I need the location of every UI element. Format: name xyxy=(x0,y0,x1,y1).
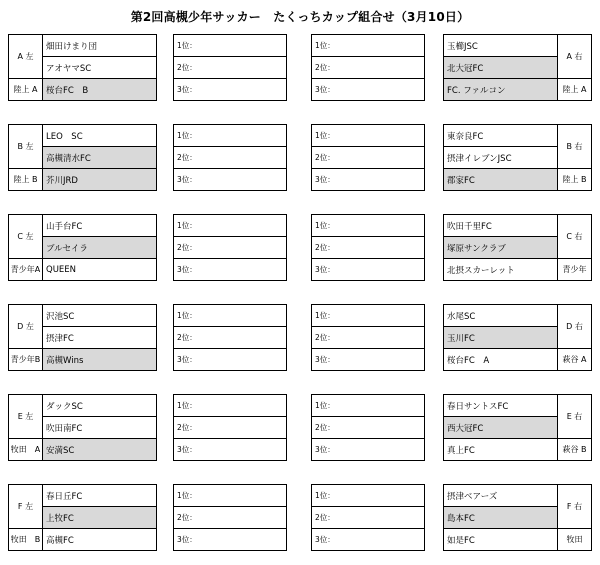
left-result-table xyxy=(173,34,287,101)
place-label: 1位： xyxy=(174,485,287,507)
left-group-label: A 左 xyxy=(9,35,43,79)
right-team-table xyxy=(443,124,592,191)
left-venue: 青少年B xyxy=(9,349,43,371)
place-label: 1位： xyxy=(312,305,425,327)
right-team-name: 水尾SC xyxy=(444,305,558,327)
left-team-name: 吹田南FC xyxy=(43,417,157,439)
place-label: 2位： xyxy=(174,507,287,529)
place-label: 2位： xyxy=(174,147,287,169)
place-label: 1位： xyxy=(312,395,425,417)
right-group-label: B 右 xyxy=(558,125,592,169)
left-venue: 陸上 A xyxy=(9,79,43,101)
right-team-name: 摂津ベアーズ xyxy=(444,485,558,507)
place-label: 2位： xyxy=(174,237,287,259)
right-team-name: 玉川FC xyxy=(444,327,558,349)
place-label: 1位： xyxy=(174,35,287,57)
page-title: 第2回高槻少年サッカー たくっちカップ組合せ（3月10日） xyxy=(130,10,470,24)
place-label: 3位： xyxy=(174,529,287,551)
left-team-name: 山手台FC xyxy=(43,215,157,237)
left-team-name: 春日丘FC xyxy=(43,485,157,507)
left-result-table xyxy=(173,304,287,371)
right-team-table xyxy=(443,484,592,551)
place-label: 3位： xyxy=(174,349,287,371)
place-label: 3位： xyxy=(312,259,425,281)
place-label: 3位： xyxy=(312,529,425,551)
left-team-name: 安満SC xyxy=(43,439,157,461)
place-label: 1位： xyxy=(312,215,425,237)
right-team-name: 摂津イレブンJSC xyxy=(444,147,558,169)
place-label: 2位： xyxy=(312,147,425,169)
left-team-name: LEO SC xyxy=(43,125,157,147)
place-label: 1位： xyxy=(312,125,425,147)
group-3 xyxy=(0,304,600,372)
left-group-label: D 左 xyxy=(9,305,43,349)
left-team-name: 高槻清水FC xyxy=(43,147,157,169)
left-team-name: 摂津FC xyxy=(43,327,157,349)
right-team-name: 北摂スカーレット xyxy=(444,259,558,281)
right-team-table xyxy=(443,214,592,281)
left-group-label: B 左 xyxy=(9,125,43,169)
right-result-table xyxy=(311,484,425,551)
right-team-name: 島本FC xyxy=(444,507,558,529)
right-team-name: 桜台FC A xyxy=(444,349,558,371)
place-label: 3位： xyxy=(312,439,425,461)
group-1 xyxy=(0,124,600,192)
left-team-table xyxy=(8,304,157,371)
right-team-name: FC. ファルコン xyxy=(444,79,558,101)
right-venue: 牧田 xyxy=(558,529,592,551)
right-team-name: 東奈良FC xyxy=(444,125,558,147)
right-group-label: C 右 xyxy=(558,215,592,259)
left-group-label: E 左 xyxy=(9,395,43,439)
place-label: 3位： xyxy=(312,169,425,191)
left-venue: 牧田 B xyxy=(9,529,43,551)
place-label: 3位： xyxy=(174,169,287,191)
place-label: 2位： xyxy=(174,417,287,439)
place-label: 2位： xyxy=(312,237,425,259)
left-venue: 牧田 A xyxy=(9,439,43,461)
right-team-table xyxy=(443,304,592,371)
left-venue: 陸上 B xyxy=(9,169,43,191)
place-label: 1位： xyxy=(174,395,287,417)
place-label: 3位： xyxy=(174,79,287,101)
group-5 xyxy=(0,484,600,552)
right-team-name: 真上FC xyxy=(444,439,558,461)
left-team-name: ダックSC xyxy=(43,395,157,417)
left-team-name: 沢池SC xyxy=(43,305,157,327)
left-team-table xyxy=(8,484,157,551)
group-2 xyxy=(0,214,600,282)
right-result-table xyxy=(311,304,425,371)
right-result-table xyxy=(311,394,425,461)
right-team-name: 如是FC xyxy=(444,529,558,551)
right-team-table xyxy=(443,394,592,461)
left-team-name: 芥川JRD xyxy=(43,169,157,191)
left-team-table xyxy=(8,124,157,191)
right-group-label: E 右 xyxy=(558,395,592,439)
right-team-name: 吹田千里FC xyxy=(444,215,558,237)
left-team-name: アオヤマSC xyxy=(43,57,157,79)
right-team-table xyxy=(443,34,592,101)
right-result-table xyxy=(311,124,425,191)
place-label: 1位： xyxy=(174,125,287,147)
right-group-label: A 右 xyxy=(558,35,592,79)
left-group-label: F 左 xyxy=(9,485,43,529)
place-label: 2位： xyxy=(312,57,425,79)
left-team-table xyxy=(8,214,157,281)
place-label: 1位： xyxy=(312,485,425,507)
right-venue: 陸上 B xyxy=(558,169,592,191)
right-team-name: 郡家FC xyxy=(444,169,558,191)
left-team-table xyxy=(8,34,157,101)
left-result-table xyxy=(173,484,287,551)
left-team-name: 上牧FC xyxy=(43,507,157,529)
left-team-name: 高槻Wins xyxy=(43,349,157,371)
left-team-name: 畑田けまり団 xyxy=(43,35,157,57)
place-label: 3位： xyxy=(174,439,287,461)
right-team-name: 北大冠FC xyxy=(444,57,558,79)
place-label: 1位： xyxy=(312,35,425,57)
right-result-table xyxy=(311,34,425,101)
left-group-label: C 左 xyxy=(9,215,43,259)
left-venue: 青少年A xyxy=(9,259,43,281)
place-label: 3位： xyxy=(174,259,287,281)
right-venue: 萩谷 A xyxy=(558,349,592,371)
right-team-name: 西大冠FC xyxy=(444,417,558,439)
place-label: 3位： xyxy=(312,79,425,101)
left-result-table xyxy=(173,214,287,281)
left-team-name: ブルセイラ xyxy=(43,237,157,259)
left-result-table xyxy=(173,124,287,191)
place-label: 2位： xyxy=(312,417,425,439)
right-venue: 萩谷 B xyxy=(558,439,592,461)
left-result-table xyxy=(173,394,287,461)
group-4 xyxy=(0,394,600,462)
left-team-table xyxy=(8,394,157,461)
right-team-name: 玉櫛JSC xyxy=(444,35,558,57)
place-label: 3位： xyxy=(312,349,425,371)
right-team-name: 春日サントスFC xyxy=(444,395,558,417)
place-label: 1位： xyxy=(174,305,287,327)
place-label: 2位： xyxy=(174,57,287,79)
left-team-name: 高槻FC xyxy=(43,529,157,551)
right-venue: 陸上 A xyxy=(558,79,592,101)
right-venue: 青少年 xyxy=(558,259,592,281)
right-group-label: F 右 xyxy=(558,485,592,529)
right-result-table xyxy=(311,214,425,281)
place-label: 1位： xyxy=(174,215,287,237)
left-team-name: 桜台FC B xyxy=(43,79,157,101)
place-label: 2位： xyxy=(174,327,287,349)
right-group-label: D 右 xyxy=(558,305,592,349)
left-team-name: QUEEN xyxy=(43,259,157,281)
group-0 xyxy=(0,34,600,102)
place-label: 2位： xyxy=(312,327,425,349)
right-team-name: 塚原サンクラブ xyxy=(444,237,558,259)
place-label: 2位： xyxy=(312,507,425,529)
